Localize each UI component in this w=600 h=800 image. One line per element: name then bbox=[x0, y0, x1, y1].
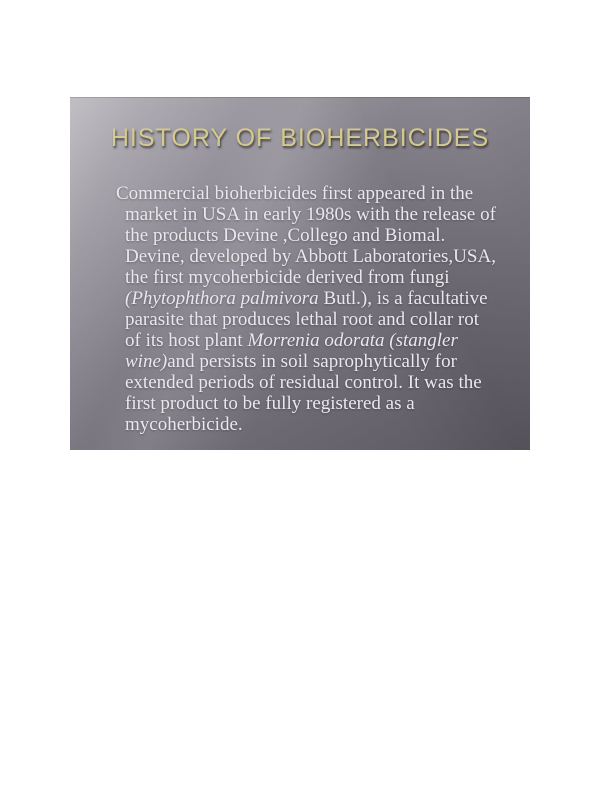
body-text-segment: the products Devine ,Collego and Biomal. bbox=[125, 225, 446, 246]
body-text-segment: Butl.), is a facultative bbox=[318, 288, 488, 309]
body-line bbox=[125, 393, 496, 414]
body-text-segment: and persists in soil saprophytically for bbox=[167, 351, 457, 372]
body-line bbox=[125, 267, 496, 288]
body-text-segment: mycoherbicide. bbox=[125, 414, 243, 435]
body-text-italic-segment: Morrenia odorata (stangler bbox=[247, 330, 458, 351]
presentation-slide bbox=[70, 97, 530, 450]
body-line bbox=[125, 288, 496, 309]
body-text-segment: Commercial bioherbicides first appeared in the bbox=[116, 183, 474, 204]
body-text-segment: the first mycoherbicide derived from fungi bbox=[125, 267, 450, 288]
body-text-segment: parasite that produces lethal root and collar rot bbox=[125, 309, 480, 330]
body-text-segment: Devine, developed by Abbott Laboratories,USA, bbox=[125, 246, 496, 267]
body-line bbox=[125, 204, 496, 225]
body-text-segment: of its host plant bbox=[125, 330, 248, 351]
slide-body-text bbox=[116, 183, 496, 435]
body-line bbox=[125, 414, 496, 435]
slide-title: HISTORY OF BIOHERBICIDES bbox=[110, 124, 490, 152]
body-text-segment: market in USA in early 1980s with the release of bbox=[125, 204, 496, 225]
body-line bbox=[125, 330, 496, 351]
body-line bbox=[116, 183, 496, 204]
body-line bbox=[125, 225, 496, 246]
body-line bbox=[125, 246, 496, 267]
body-text-italic-segment: wine) bbox=[125, 351, 168, 372]
body-line bbox=[125, 351, 496, 372]
body-line bbox=[125, 372, 496, 393]
body-line bbox=[125, 309, 496, 330]
body-text-segment: first product to be fully registered as a bbox=[125, 393, 415, 414]
body-text-italic-segment: (Phytophthora palmivora bbox=[125, 288, 319, 309]
body-text-segment: extended periods of residual control. It was the bbox=[125, 372, 482, 393]
